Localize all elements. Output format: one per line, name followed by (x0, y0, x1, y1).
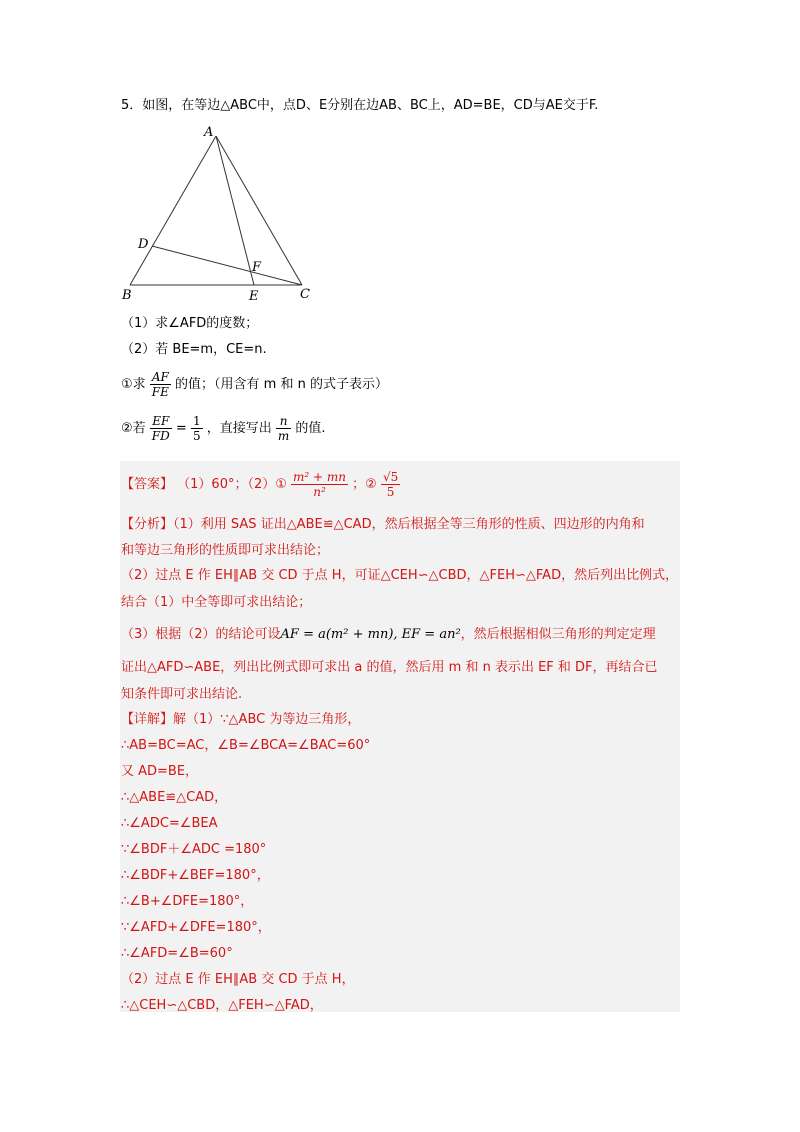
label-f: F (252, 260, 262, 275)
detail-line-1: ∴AB=BC=AC，∠B=∠BCA=∠BAC=60° (121, 738, 371, 753)
fraction-af-fe: $\frac{AF}{FE}$ (151, 370, 169, 399)
detail-tag: 【详解】 (121, 712, 174, 727)
detail-line-11: ∴△CEH∽△CBD，△FEH∽△FAD， (121, 998, 323, 1013)
problem-stem: 5．如图，在等边△ABC中，点D、E分别在边AB、BC上，AD=BE，CD与AE交于F. (121, 98, 599, 113)
analysis-line-6: 证出△AFD∽ABE，列出比例式即可求出 a 的值，然后用 m 和 n 表示出 EF 和 DF，再结合已 (121, 660, 658, 675)
analysis-line-2: 和等边三角形的性质即可求出结论； (121, 543, 330, 558)
detail-line-2: 又 AD=BE， (121, 764, 199, 779)
detail-line-8: ∵∠AFD+∠DFE=180°， (121, 920, 271, 935)
segment-cd (152, 246, 302, 285)
question-2: （2）若 BE=m，CE=n. (121, 342, 267, 357)
fraction-ef-fd: $\frac{EF}{FD}$ (151, 414, 170, 443)
answer-fraction-2: $\frac{√5}{5}$ (382, 470, 399, 499)
label-d: D (138, 237, 149, 252)
question-2a: ①求 $\frac{AF}{FE}$ 的值；（用含有 m 和 n 的式子表示） (121, 370, 388, 399)
label-c: C (300, 287, 310, 302)
analysis-line-3: （2）过点 E 作 EH∥AB 交 CD 于点 H，可证△CEH∽△CBD，△FEH∽△FAD，然后列出比例式， (121, 568, 679, 583)
detail-line-7: ∴∠B+∠DFE=180°， (121, 894, 254, 909)
detail-line-10: （2）过点 E 作 EH∥AB 交 CD 于点 H， (121, 972, 355, 987)
answer-fraction-1: $\frac{\text{m² + mn}}{\text{n²}}$ (293, 470, 347, 499)
fraction-one-fifth: $\frac{1}{5}$ (192, 414, 201, 443)
analysis-line-7: 知条件即可求出结论. (121, 687, 243, 702)
detail-line-9: ∴∠AFD=∠B=60° (121, 946, 233, 961)
question-2b: ②若 $\frac{EF}{FD}$ = $\frac{1}{5}$ ，直接写出 $\frac{n}{m}$ 的值. (121, 414, 326, 443)
label-a: A (204, 126, 214, 140)
detail-line-4: ∴∠ADC=∠BEA (121, 816, 218, 831)
label-e: E (249, 289, 259, 304)
triangle-figure (116, 126, 346, 306)
analysis-tag: 【分析】 (121, 517, 174, 532)
analysis-line-1: 【分析】（1）利用 SAS 证出△ABE≌△CAD，然后根据全等三角形的性质、四边形的内角和 (121, 517, 645, 532)
question-1: （1）求∠AFD的度数； (121, 316, 259, 331)
segment-ae (216, 136, 254, 285)
segment-ab (130, 136, 216, 285)
detail-line-3: ∴△ABE≌△CAD， (121, 790, 228, 805)
detail-line-0: 【详解】解（1）∵△ABC 为等边三角形， (121, 712, 361, 727)
detail-line-5: ∵∠BDF＋∠ADC =180° (121, 842, 267, 857)
answer-tag: 【答案】 (121, 477, 174, 492)
detail-line-6: ∴∠BDF+∠BEF=180°， (121, 868, 270, 883)
label-b: B (122, 288, 132, 303)
analysis-formula: AF = a(m² + mn), EF = an² (280, 627, 461, 642)
fraction-n-m: $\frac{n}{m}$ (277, 414, 290, 443)
analysis-line-4: 结合（1）中全等即可求出结论； (121, 595, 312, 610)
answer-line: 【答案】 （1）60°；（2）① $\frac{\text{m² + mn}}{\text{n²}}$ ；② $\frac{√5}{5}$ (121, 470, 399, 499)
analysis-line-5: （3）根据（2）的结论可设AF = a(m² + mn), EF = an²，然后根据相似三角形的判定定理 (121, 627, 656, 642)
